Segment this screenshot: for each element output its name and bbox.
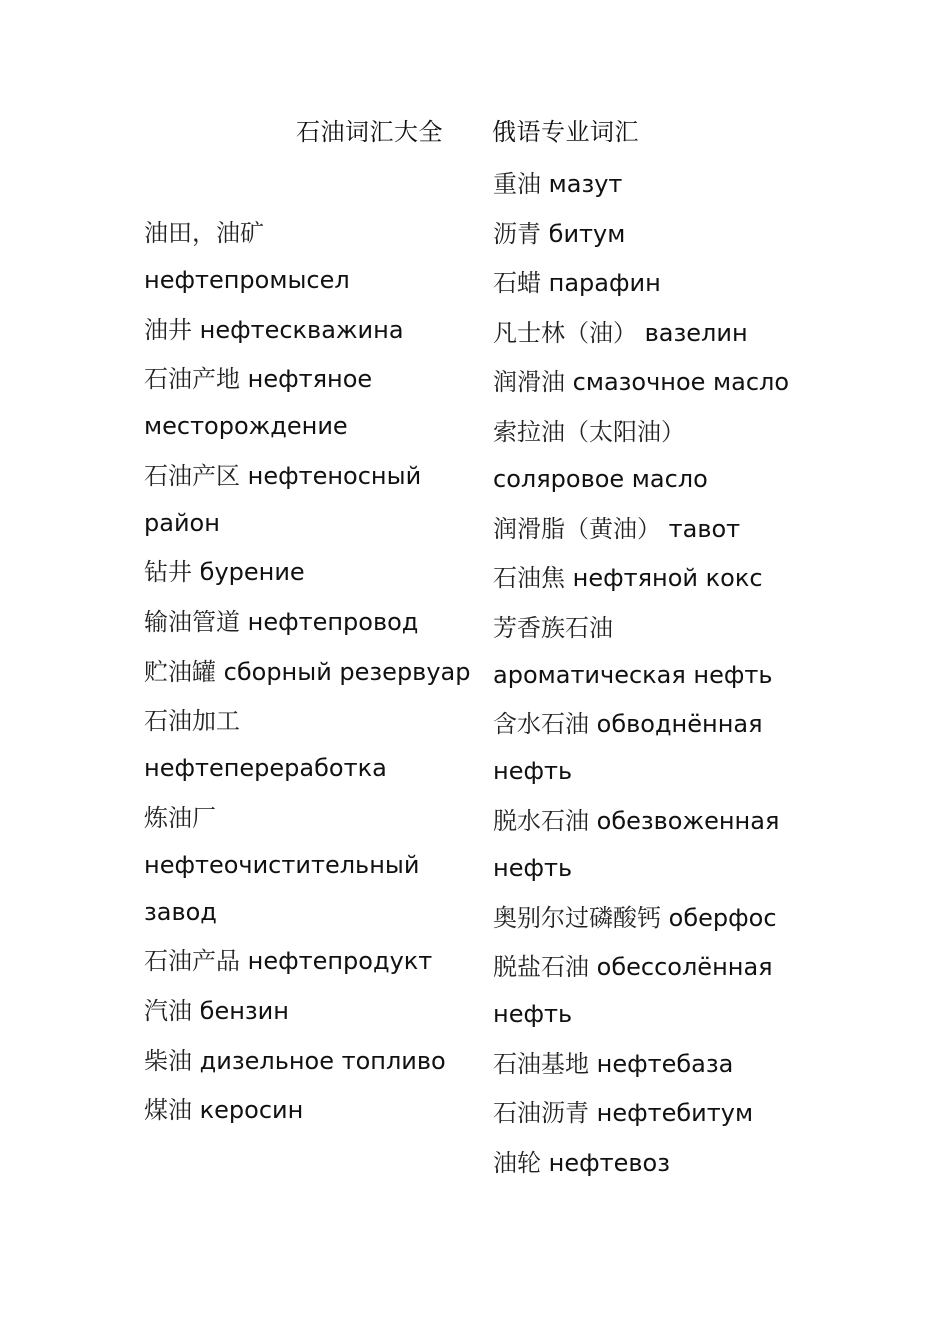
russian-term: ароматическая нефть	[493, 660, 773, 689]
russian-term: мазут	[548, 170, 623, 198]
russian-term: бурение	[199, 558, 305, 587]
vocab-entry	[144, 988, 474, 1035]
vocab-entry	[144, 1038, 474, 1085]
russian-term: нефтевоз	[548, 1148, 670, 1177]
chinese-term: 油轮	[493, 1148, 541, 1177]
vocab-entry	[144, 938, 474, 985]
russian-term: обессолённая нефть	[493, 953, 773, 1029]
chinese-term: 芳香族石油	[493, 613, 613, 642]
vocab-entry	[493, 506, 823, 553]
russian-term: нефтепромысел	[144, 266, 350, 294]
chinese-term: 石油基地	[493, 1049, 589, 1078]
vocab-entry	[493, 555, 823, 602]
russian-term: парафин	[548, 269, 661, 298]
russian-term: нефтепровод	[247, 607, 419, 636]
russian-term: нефтебитум	[596, 1099, 754, 1128]
chinese-term: 石油加工	[144, 707, 240, 736]
vocab-entry	[493, 944, 823, 1038]
chinese-term: 汽油	[144, 996, 192, 1025]
russian-term: дизельное топливо	[199, 1046, 446, 1075]
vocab-entry	[144, 210, 474, 304]
page-title: 石油词汇大全 俄语专业词汇	[296, 118, 639, 146]
russian-term: обезвоженная нефть	[493, 806, 780, 882]
chinese-term: 润滑油	[493, 368, 565, 397]
russian-term: керосин	[199, 1096, 304, 1125]
chinese-term: 油田，油矿	[144, 219, 264, 247]
vocab-entry	[493, 1041, 823, 1088]
chinese-term: 脱水石油	[493, 806, 589, 835]
russian-term: нефтебаза	[596, 1049, 734, 1078]
russian-term: тавот	[668, 514, 741, 543]
vocab-entry	[493, 359, 823, 406]
chinese-term: 索拉油（太阳油）	[493, 417, 685, 446]
chinese-term: 重油	[493, 170, 541, 198]
vocab-entry	[493, 1140, 823, 1187]
russian-term: нефтяное месторождение	[144, 365, 373, 441]
russian-term: нефтяной кокс	[572, 564, 763, 593]
chinese-term: 含水石油	[493, 710, 589, 739]
russian-term: оберфос	[668, 903, 777, 932]
vocab-entry	[144, 698, 474, 792]
left-vocabulary-column	[144, 210, 474, 1137]
vocab-entry	[144, 599, 474, 646]
vocab-entry	[493, 260, 823, 307]
chinese-term: 石油沥青	[493, 1099, 589, 1128]
chinese-term: 脱盐石油	[493, 953, 589, 982]
vocab-entry	[493, 605, 823, 699]
chinese-term: 钻井	[144, 558, 192, 587]
chinese-term: 奥别尔过磷酸钙	[493, 903, 661, 932]
chinese-term: 石油产地	[144, 365, 240, 394]
russian-term: битум	[548, 219, 626, 248]
chinese-term: 沥青	[493, 219, 541, 248]
vocab-entry	[144, 453, 474, 547]
vocab-entry	[493, 310, 823, 357]
vocab-entry	[144, 307, 474, 354]
chinese-term: 煤油	[144, 1096, 192, 1125]
right-vocabulary-column	[493, 161, 823, 1190]
russian-term: нефтепереработка	[144, 754, 387, 783]
russian-term: вазелин	[644, 318, 748, 347]
vocab-entry	[144, 649, 474, 696]
chinese-term: 贮油罐	[144, 657, 216, 686]
chinese-term: 油井	[144, 315, 192, 344]
chinese-term: 润滑脂（黄油）	[493, 514, 661, 543]
vocab-entry	[493, 161, 823, 208]
vocab-entry	[144, 549, 474, 596]
russian-term: обводнённая нефть	[493, 710, 763, 786]
russian-term: нефтеносный район	[144, 461, 422, 537]
chinese-term: 石油产区	[144, 461, 240, 490]
chinese-term: 石油产品	[144, 947, 240, 976]
chinese-term: 输油管道	[144, 607, 240, 636]
russian-term: смазочное масло	[572, 368, 790, 397]
vocab-entry	[493, 211, 823, 258]
vocab-entry	[493, 798, 823, 892]
vocab-entry	[493, 409, 823, 503]
vocab-entry	[144, 1087, 474, 1134]
russian-term: соляровое масло	[493, 464, 708, 493]
vocab-entry	[493, 701, 823, 795]
vocab-entry	[144, 795, 474, 936]
vocab-entry	[493, 1090, 823, 1137]
chinese-term: 石油焦	[493, 564, 565, 593]
chinese-term: 凡士林（油）	[493, 318, 637, 347]
russian-term: нефтеочистительный завод	[144, 850, 420, 926]
russian-term: сборный резервуар	[223, 657, 471, 686]
vocab-entry	[144, 356, 474, 450]
chinese-term: 石蜡	[493, 269, 541, 298]
chinese-term: 炼油厂	[144, 803, 216, 832]
russian-term: бензин	[199, 996, 289, 1025]
chinese-term: 柴油	[144, 1046, 192, 1075]
russian-term: нефтепродукт	[247, 947, 433, 976]
russian-term: нефтескважина	[199, 315, 404, 344]
vocab-entry	[493, 895, 823, 942]
